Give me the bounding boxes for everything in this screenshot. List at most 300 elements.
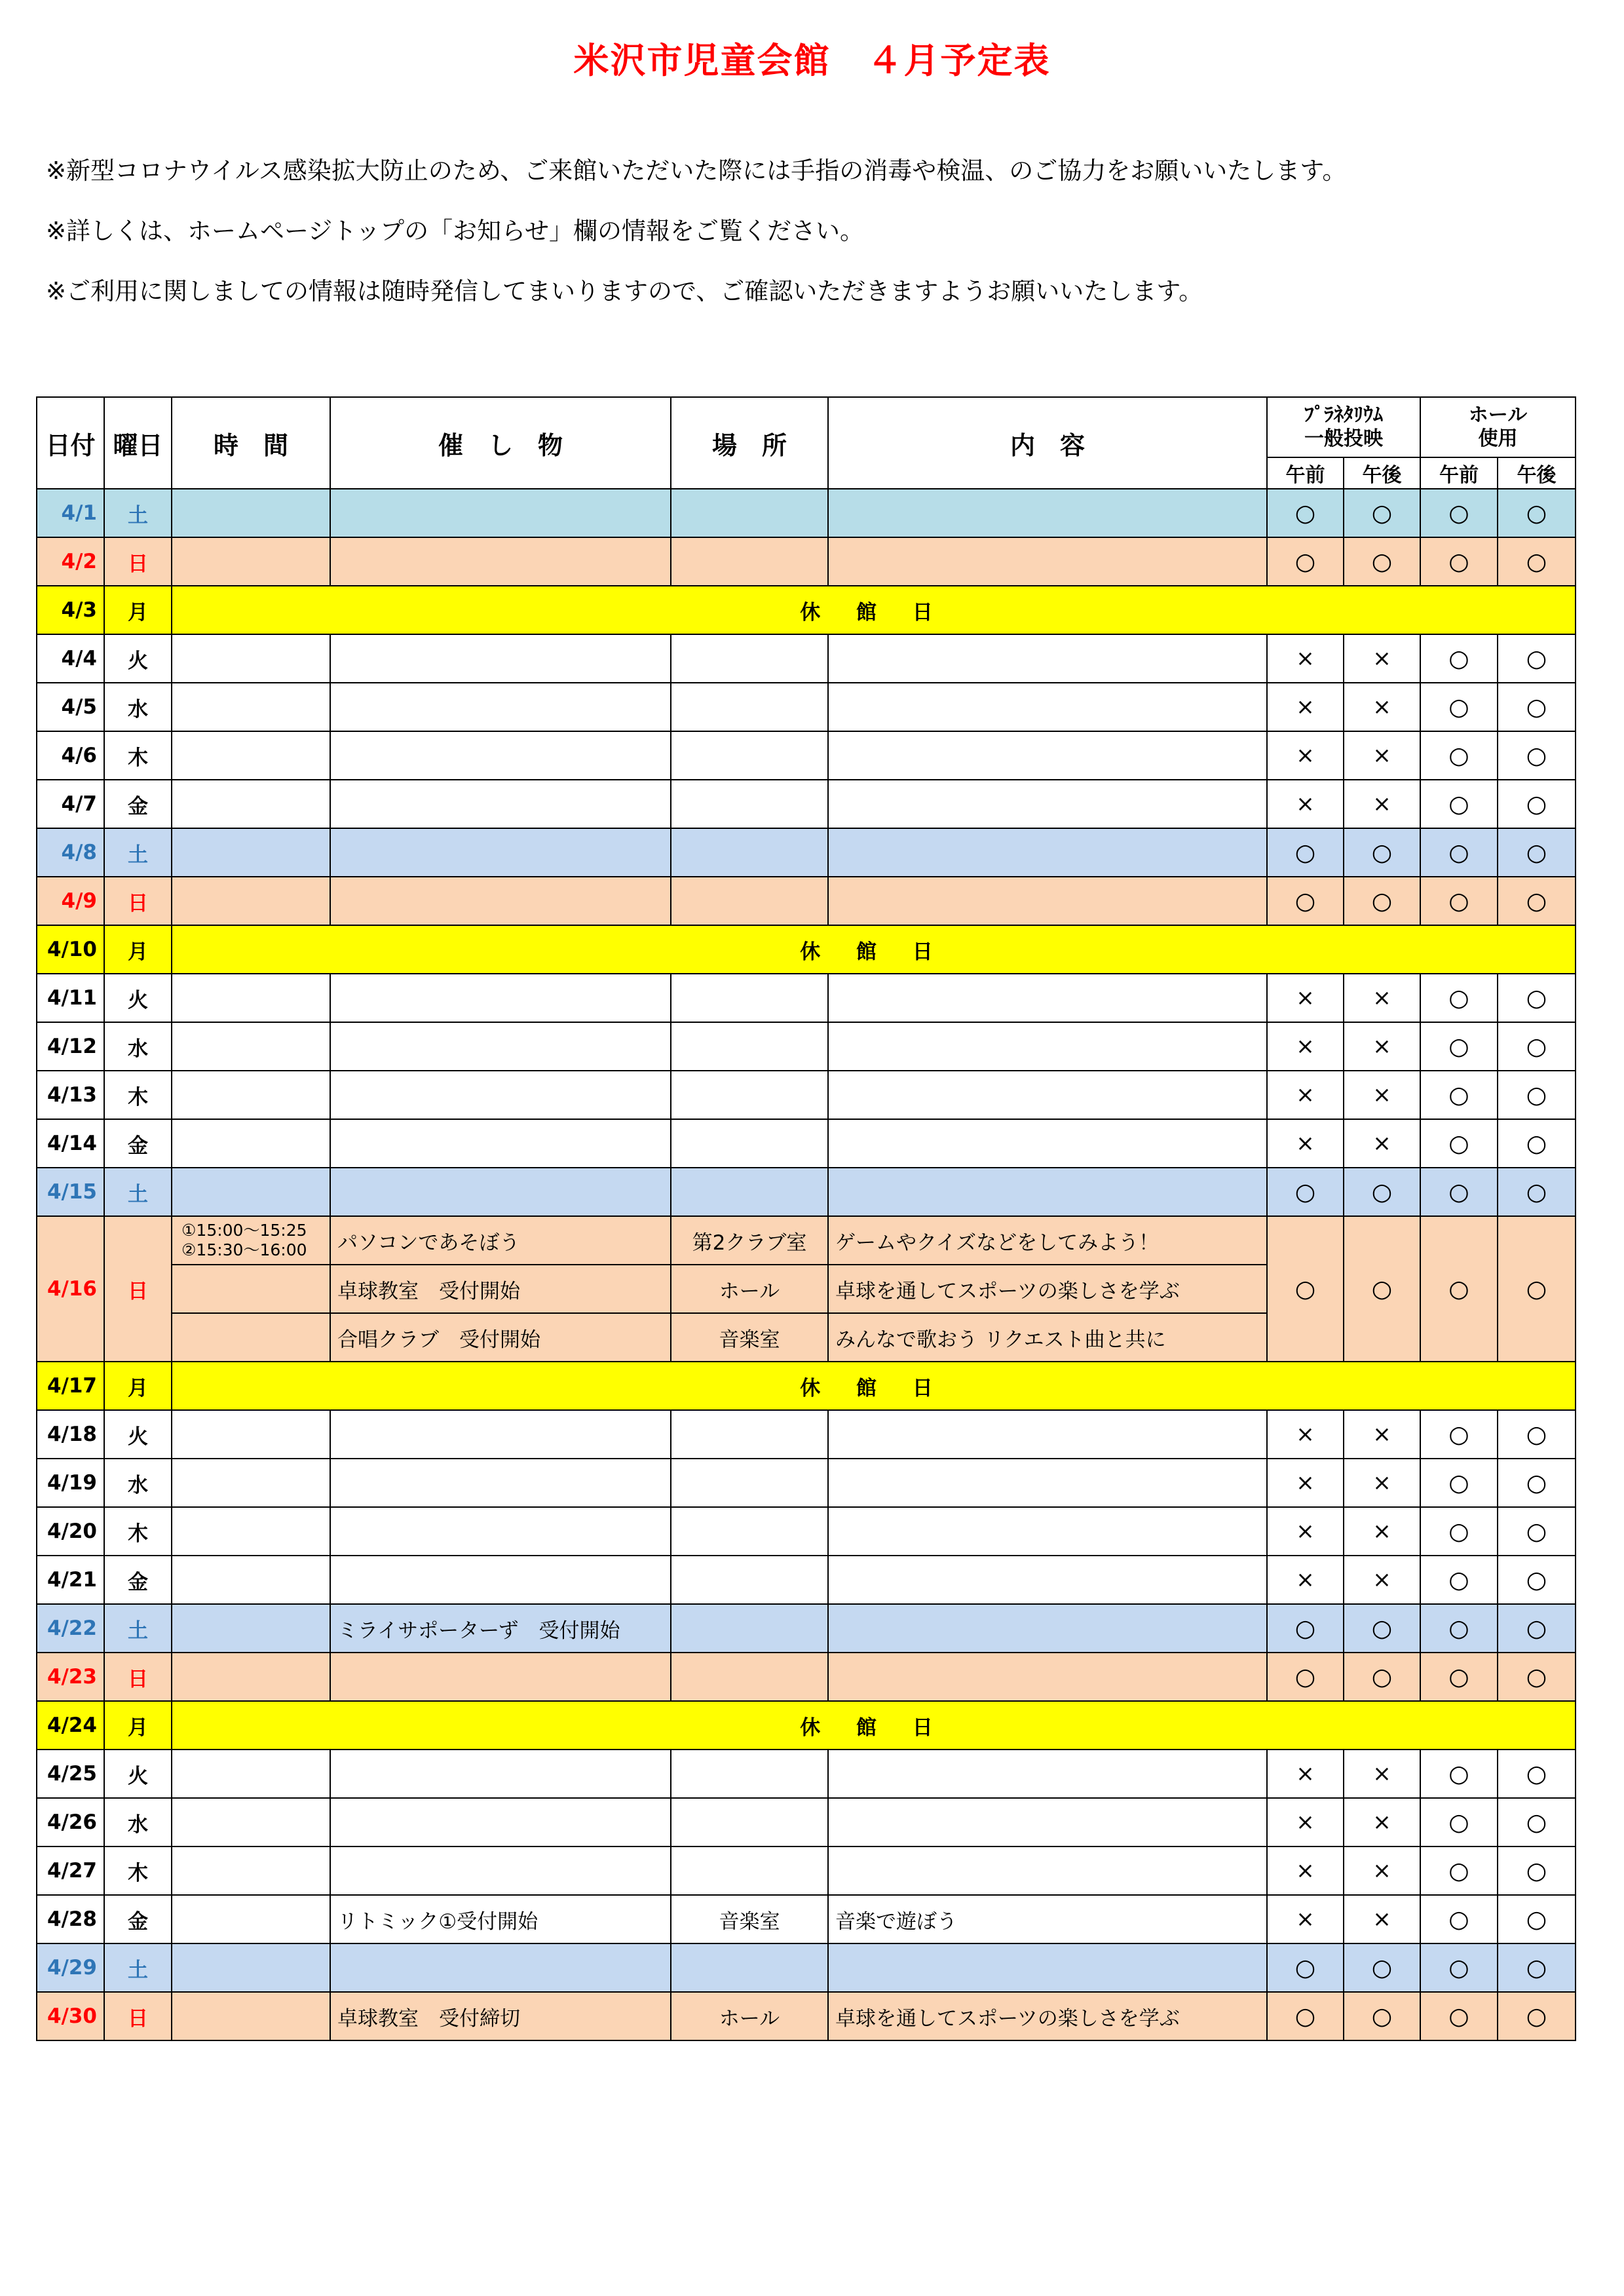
place-cell	[671, 537, 828, 586]
planetarium-am-mark: ○	[1267, 877, 1344, 925]
planetarium-am-mark: ×	[1267, 1410, 1344, 1459]
planetarium-pm-mark: ×	[1344, 1507, 1420, 1556]
hall-pm-mark: ○	[1498, 1459, 1576, 1507]
time-cell	[172, 489, 330, 537]
table-row	[37, 1943, 1576, 1992]
planetarium-pm-mark: ○	[1344, 1216, 1420, 1362]
time-cell	[172, 1410, 330, 1459]
planetarium-pm-mark: ○	[1344, 1168, 1420, 1216]
hall-am-mark: ○	[1420, 683, 1498, 731]
hall-am-mark: ○	[1420, 731, 1498, 780]
planetarium-pm-mark: ○	[1344, 877, 1420, 925]
hall-am-mark: ○	[1420, 877, 1498, 925]
content-cell	[828, 489, 1267, 537]
date-cell: 4/4	[37, 634, 104, 683]
planetarium-pm-mark: ○	[1344, 1653, 1420, 1701]
table-row	[37, 1750, 1576, 1798]
date-cell: 4/11	[37, 974, 104, 1022]
content-cell: みんなで歌おう リクエスト曲と共に	[828, 1313, 1267, 1362]
content-cell	[828, 1459, 1267, 1507]
planetarium-am-mark: ×	[1267, 780, 1344, 828]
time-cell	[172, 1022, 330, 1071]
content-cell	[828, 731, 1267, 780]
planetarium-am-mark: ○	[1267, 489, 1344, 537]
place-cell: 音楽室	[671, 1313, 828, 1362]
place-cell: ホール	[671, 1265, 828, 1313]
hall-am-mark: ○	[1420, 1895, 1498, 1943]
place-cell	[671, 489, 828, 537]
table-row	[37, 731, 1576, 780]
place-cell	[671, 1459, 828, 1507]
day-cell: 日	[104, 877, 172, 925]
place-cell	[671, 1507, 828, 1556]
hall-am-mark: ○	[1420, 1750, 1498, 1798]
place-cell: 音楽室	[671, 1895, 828, 1943]
event-cell	[330, 1071, 671, 1119]
time-cell	[172, 974, 330, 1022]
event-cell	[330, 828, 671, 877]
hall-pm-mark: ○	[1498, 1653, 1576, 1701]
time-cell	[172, 1604, 330, 1653]
place-cell	[671, 634, 828, 683]
content-cell: ゲームやクイズなどをしてみよう！	[828, 1216, 1267, 1265]
date-cell: 4/3	[37, 586, 104, 634]
place-cell	[671, 1022, 828, 1071]
time-cell	[172, 537, 330, 586]
planetarium-am-mark: ○	[1267, 1992, 1344, 2040]
planetarium-pm-mark: ×	[1344, 634, 1420, 683]
hall-pm-mark: ○	[1498, 1410, 1576, 1459]
header-planetarium-am: 午前	[1267, 457, 1344, 489]
day-cell: 木	[104, 1846, 172, 1895]
event-cell	[330, 1556, 671, 1604]
hall-am-mark: ○	[1420, 1846, 1498, 1895]
hall-pm-mark: ○	[1498, 1943, 1576, 1992]
closed-day-cell: 休 館 日	[172, 586, 1576, 634]
hall-am-mark: ○	[1420, 974, 1498, 1022]
table-row	[37, 1701, 1576, 1750]
time-cell	[172, 634, 330, 683]
hall-am-mark: ○	[1420, 1798, 1498, 1846]
content-cell	[828, 1119, 1267, 1168]
event-cell	[330, 1943, 671, 1992]
place-cell	[671, 1846, 828, 1895]
hall-am-mark: ○	[1420, 1556, 1498, 1604]
hall-pm-mark: ○	[1498, 489, 1576, 537]
planetarium-pm-mark: ×	[1344, 1750, 1420, 1798]
table-row	[37, 1071, 1576, 1119]
day-cell: 木	[104, 731, 172, 780]
date-cell: 4/23	[37, 1653, 104, 1701]
place-cell	[671, 1071, 828, 1119]
hall-pm-mark: ○	[1498, 1798, 1576, 1846]
table-row	[37, 1507, 1576, 1556]
place-cell	[671, 877, 828, 925]
hall-am-mark: ○	[1420, 1507, 1498, 1556]
hall-am-mark: ○	[1420, 1943, 1498, 1992]
table-row	[37, 780, 1576, 828]
content-cell	[828, 1022, 1267, 1071]
content-cell	[828, 634, 1267, 683]
time-cell	[172, 1459, 330, 1507]
header-row	[37, 397, 1576, 457]
date-cell: 4/15	[37, 1168, 104, 1216]
planetarium-pm-mark: ×	[1344, 1022, 1420, 1071]
planetarium-pm-mark: ×	[1344, 1410, 1420, 1459]
hall-am-mark: ○	[1420, 1604, 1498, 1653]
planetarium-pm-mark: ×	[1344, 780, 1420, 828]
place-cell	[671, 1798, 828, 1846]
table-row	[37, 1216, 1576, 1265]
table-row	[37, 634, 1576, 683]
date-cell: 4/30	[37, 1992, 104, 2040]
time-cell	[172, 1992, 330, 2040]
date-cell: 4/19	[37, 1459, 104, 1507]
time-cell	[172, 1168, 330, 1216]
planetarium-am-mark: ○	[1267, 1604, 1344, 1653]
header-planetarium-line1: ﾌﾟﾗﾈﾀﾘｳﾑ	[1304, 404, 1383, 427]
hall-pm-mark: ○	[1498, 634, 1576, 683]
planetarium-am-mark: ○	[1267, 1168, 1344, 1216]
planetarium-am-mark: ×	[1267, 1119, 1344, 1168]
event-cell: パソコンであそぼう	[330, 1216, 671, 1265]
date-cell: 4/18	[37, 1410, 104, 1459]
day-cell: 火	[104, 974, 172, 1022]
hall-am-mark: ○	[1420, 537, 1498, 586]
content-cell	[828, 974, 1267, 1022]
event-cell: 合唱クラブ 受付開始	[330, 1313, 671, 1362]
event-cell	[330, 1410, 671, 1459]
table-row	[37, 1556, 1576, 1604]
planetarium-am-mark: ×	[1267, 1895, 1344, 1943]
day-cell: 土	[104, 489, 172, 537]
event-cell	[330, 974, 671, 1022]
planetarium-pm-mark: ×	[1344, 731, 1420, 780]
hall-am-mark: ○	[1420, 1410, 1498, 1459]
table-row	[37, 586, 1576, 634]
table-row	[37, 1119, 1576, 1168]
event-cell	[330, 1750, 671, 1798]
date-cell: 4/27	[37, 1846, 104, 1895]
place-cell	[671, 683, 828, 731]
closed-day-cell: 休 館 日	[172, 1701, 1576, 1750]
date-cell: 4/6	[37, 731, 104, 780]
hall-am-mark: ○	[1420, 1653, 1498, 1701]
event-cell: 卓球教室 受付開始	[330, 1265, 671, 1313]
planetarium-pm-mark: ○	[1344, 537, 1420, 586]
event-cell	[330, 780, 671, 828]
header-day: 曜日	[104, 397, 172, 489]
date-cell: 4/14	[37, 1119, 104, 1168]
hall-pm-mark: ○	[1498, 683, 1576, 731]
table-row	[37, 1992, 1576, 2040]
planetarium-pm-mark: ×	[1344, 1895, 1420, 1943]
table-row	[37, 1798, 1576, 1846]
day-cell: 火	[104, 634, 172, 683]
planetarium-pm-mark: ×	[1344, 1798, 1420, 1846]
schedule-table	[36, 396, 1576, 2041]
hall-pm-mark: ○	[1498, 974, 1576, 1022]
planetarium-pm-mark: ×	[1344, 1119, 1420, 1168]
time-cell	[172, 683, 330, 731]
place-cell	[671, 731, 828, 780]
hall-pm-mark: ○	[1498, 1022, 1576, 1071]
content-cell	[828, 828, 1267, 877]
date-cell: 4/1	[37, 489, 104, 537]
table-row	[37, 489, 1576, 537]
table-row	[37, 1846, 1576, 1895]
date-cell: 4/22	[37, 1604, 104, 1653]
header-planetarium	[1267, 397, 1420, 457]
day-cell: 土	[104, 1168, 172, 1216]
page-title: 米沢市児童会館 ４月予定表	[573, 40, 1051, 81]
header-hall-line2: 使用	[1478, 427, 1518, 450]
day-cell: 月	[104, 925, 172, 974]
hall-pm-mark: ○	[1498, 1992, 1576, 2040]
event-cell	[330, 1846, 671, 1895]
day-cell: 火	[104, 1410, 172, 1459]
date-cell: 4/12	[37, 1022, 104, 1071]
time-cell	[172, 828, 330, 877]
header-place: 場 所	[671, 397, 828, 489]
day-cell: 金	[104, 1895, 172, 1943]
day-cell: 金	[104, 1556, 172, 1604]
planetarium-pm-mark: ○	[1344, 1992, 1420, 2040]
table-row	[37, 1022, 1576, 1071]
date-cell: 4/24	[37, 1701, 104, 1750]
place-cell	[671, 780, 828, 828]
hall-pm-mark: ○	[1498, 537, 1576, 586]
content-cell	[828, 1798, 1267, 1846]
event-cell	[330, 634, 671, 683]
planetarium-pm-mark: ○	[1344, 828, 1420, 877]
place-cell	[671, 1119, 828, 1168]
hall-pm-mark: ○	[1498, 731, 1576, 780]
date-cell: 4/13	[37, 1071, 104, 1119]
planetarium-pm-mark: ×	[1344, 1071, 1420, 1119]
day-cell: 水	[104, 1459, 172, 1507]
event-cell	[330, 1459, 671, 1507]
time-cell	[172, 731, 330, 780]
hall-am-mark: ○	[1420, 828, 1498, 877]
planetarium-am-mark: ○	[1267, 828, 1344, 877]
time-cell	[172, 877, 330, 925]
event-cell	[330, 537, 671, 586]
planetarium-pm-mark: ×	[1344, 683, 1420, 731]
hall-pm-mark: ○	[1498, 780, 1576, 828]
table-row	[37, 1653, 1576, 1701]
content-cell	[828, 683, 1267, 731]
day-cell: 月	[104, 586, 172, 634]
planetarium-pm-mark: ×	[1344, 974, 1420, 1022]
day-cell: 日	[104, 537, 172, 586]
place-cell	[671, 1168, 828, 1216]
time-cell	[172, 1846, 330, 1895]
table-row	[37, 877, 1576, 925]
date-cell: 4/17	[37, 1362, 104, 1410]
day-cell: 日	[104, 1653, 172, 1701]
event-cell	[330, 1022, 671, 1071]
event-cell: ミライサポーターず 受付開始	[330, 1604, 671, 1653]
hall-am-mark: ○	[1420, 1216, 1498, 1362]
event-cell: リトミック①受付開始	[330, 1895, 671, 1943]
table-row	[37, 974, 1576, 1022]
event-cell: 卓球教室 受付締切	[330, 1992, 671, 2040]
time-cell	[172, 1653, 330, 1701]
header-hall-line1: ホール	[1468, 404, 1528, 427]
date-cell: 4/21	[37, 1556, 104, 1604]
content-cell: 音楽で遊ぼう	[828, 1895, 1267, 1943]
table-row	[37, 1362, 1576, 1410]
place-cell	[671, 1604, 828, 1653]
table-row	[37, 1604, 1576, 1653]
place-cell	[671, 828, 828, 877]
event-cell	[330, 1798, 671, 1846]
content-cell	[828, 1750, 1267, 1798]
place-cell	[671, 1750, 828, 1798]
planetarium-am-mark: ×	[1267, 1507, 1344, 1556]
closed-day-cell: 休 館 日	[172, 925, 1576, 974]
hall-am-mark: ○	[1420, 1992, 1498, 2040]
hall-pm-mark: ○	[1498, 1750, 1576, 1798]
event-cell	[330, 1168, 671, 1216]
time-cell	[172, 1556, 330, 1604]
event-cell	[330, 683, 671, 731]
time-cell	[172, 1071, 330, 1119]
date-cell: 4/25	[37, 1750, 104, 1798]
content-cell: 卓球を通してスポーツの楽しさを学ぶ	[828, 1265, 1267, 1313]
hall-pm-mark: ○	[1498, 1216, 1576, 1362]
planetarium-pm-mark: ×	[1344, 1556, 1420, 1604]
planetarium-am-mark: ×	[1267, 683, 1344, 731]
day-cell: 木	[104, 1071, 172, 1119]
hall-pm-mark: ○	[1498, 1071, 1576, 1119]
time-cell	[172, 1216, 330, 1265]
planetarium-am-mark: ×	[1267, 1798, 1344, 1846]
content-cell	[828, 1507, 1267, 1556]
planetarium-am-mark: ×	[1267, 1022, 1344, 1071]
content-cell	[828, 1604, 1267, 1653]
hall-pm-mark: ○	[1498, 828, 1576, 877]
event-cell	[330, 877, 671, 925]
planetarium-pm-mark: ○	[1344, 1604, 1420, 1653]
hall-pm-mark: ○	[1498, 1556, 1576, 1604]
content-cell	[828, 537, 1267, 586]
planetarium-am-mark: ×	[1267, 974, 1344, 1022]
table-row	[37, 925, 1576, 974]
header-event: 催 し 物	[330, 397, 671, 489]
planetarium-am-mark: ×	[1267, 1846, 1344, 1895]
place-cell	[671, 974, 828, 1022]
planetarium-pm-mark: ○	[1344, 489, 1420, 537]
hall-am-mark: ○	[1420, 1168, 1498, 1216]
header-planetarium-pm: 午後	[1344, 457, 1420, 489]
hall-pm-mark: ○	[1498, 1507, 1576, 1556]
date-cell: 4/28	[37, 1895, 104, 1943]
planetarium-am-mark: ○	[1267, 537, 1344, 586]
date-cell: 4/7	[37, 780, 104, 828]
planetarium-pm-mark: ×	[1344, 1459, 1420, 1507]
date-cell: 4/20	[37, 1507, 104, 1556]
content-cell	[828, 1071, 1267, 1119]
notice-line: ※詳しくは、ホームページトップの「お知らせ」欄の情報をご覧ください。	[46, 217, 865, 245]
day-cell: 火	[104, 1750, 172, 1798]
time-cell	[172, 1265, 330, 1313]
table-row	[37, 1410, 1576, 1459]
day-cell: 日	[104, 1992, 172, 2040]
day-cell: 水	[104, 683, 172, 731]
planetarium-am-mark: ○	[1267, 1653, 1344, 1701]
time-line: ②15:30～16:00	[181, 1240, 307, 1259]
table-row	[37, 683, 1576, 731]
planetarium-am-mark: ○	[1267, 1216, 1344, 1362]
table-row	[37, 537, 1576, 586]
planetarium-am-mark: ○	[1267, 1943, 1344, 1992]
date-cell: 4/8	[37, 828, 104, 877]
time-cell	[172, 1119, 330, 1168]
event-cell	[330, 489, 671, 537]
hall-am-mark: ○	[1420, 634, 1498, 683]
hall-am-mark: ○	[1420, 1071, 1498, 1119]
place-cell	[671, 1943, 828, 1992]
table-row	[37, 1459, 1576, 1507]
planetarium-am-mark: ×	[1267, 731, 1344, 780]
planetarium-am-mark: ×	[1267, 1750, 1344, 1798]
header-date: 日付	[37, 397, 104, 489]
table-row	[37, 1168, 1576, 1216]
content-cell	[828, 1846, 1267, 1895]
date-cell: 4/10	[37, 925, 104, 974]
time-cell	[172, 1895, 330, 1943]
day-cell: 土	[104, 1943, 172, 1992]
header-hall	[1420, 397, 1576, 457]
planetarium-pm-mark: ○	[1344, 1943, 1420, 1992]
hall-pm-mark: ○	[1498, 1846, 1576, 1895]
time-cell	[172, 780, 330, 828]
hall-am-mark: ○	[1420, 1459, 1498, 1507]
hall-pm-mark: ○	[1498, 1604, 1576, 1653]
hall-am-mark: ○	[1420, 1119, 1498, 1168]
date-cell: 4/9	[37, 877, 104, 925]
hall-am-mark: ○	[1420, 489, 1498, 537]
notice-line: ※新型コロナウイルス感染拡大防止のため、ご来館いただいた際には手指の消毒や検温、のご協力をお願いいたします。	[46, 157, 1347, 185]
header-planetarium-line2: 一般投映	[1304, 427, 1383, 450]
day-cell: 水	[104, 1798, 172, 1846]
day-cell: 土	[104, 1604, 172, 1653]
time-cell	[172, 1943, 330, 1992]
notice-list	[46, 156, 1605, 337]
hall-pm-mark: ○	[1498, 1895, 1576, 1943]
date-cell: 4/26	[37, 1798, 104, 1846]
table-row	[37, 828, 1576, 877]
date-cell: 4/2	[37, 537, 104, 586]
hall-am-mark: ○	[1420, 1022, 1498, 1071]
content-cell: 卓球を通してスポーツの楽しさを学ぶ	[828, 1992, 1267, 2040]
planetarium-am-mark: ×	[1267, 1459, 1344, 1507]
place-cell	[671, 1410, 828, 1459]
place-cell: 第2クラブ室	[671, 1216, 828, 1265]
header-hall-pm: 午後	[1498, 457, 1576, 489]
content-cell	[828, 1943, 1267, 1992]
time-cell	[172, 1750, 330, 1798]
place-cell	[671, 1556, 828, 1604]
day-cell: 土	[104, 828, 172, 877]
table-row	[37, 1895, 1576, 1943]
header-time: 時 間	[172, 397, 330, 489]
planetarium-pm-mark: ×	[1344, 1846, 1420, 1895]
date-cell: 4/29	[37, 1943, 104, 1992]
event-cell	[330, 731, 671, 780]
